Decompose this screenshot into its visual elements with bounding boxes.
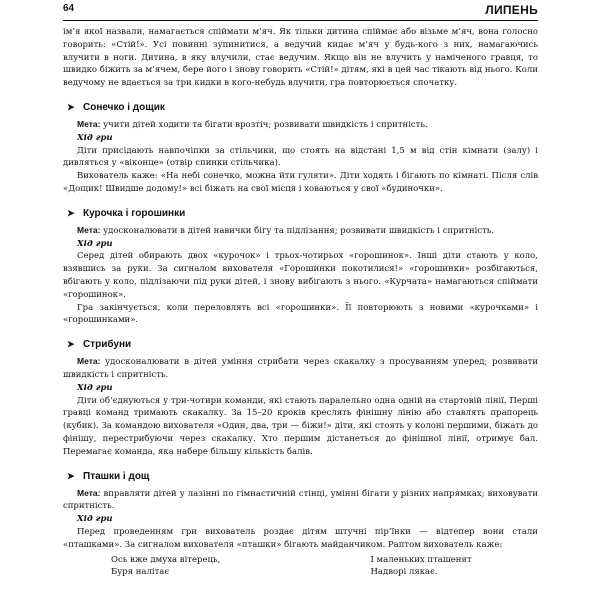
game-paragraph: Діти присідають навпочіпки за стільчики, що стоять на відстані 1,5 м від стін кімнати (залу) і дивляться у «віконце» (отвір спинки стільчика). — [63, 145, 538, 169]
poem — [63, 554, 538, 579]
game-paragraph: Вихователь каже: «На небі сонечко, можна йти гуляти». Діти ходять і бігають по кімнаті. Після слів «Дощик! Швидше додому!» всі біжать на свої місця і ховаються у свої «будиночки». — [63, 171, 538, 194]
poem-line: Буря налітає — [111, 567, 170, 577]
poem-line: Надворі лякає. — [370, 567, 438, 577]
game-paragraph: Перед проведенням гри вихователь роздає дітям штучні пір’їнки — відтепер вони стали «пташками». За сигналом вихователя «пташки» бігають майданчиком. Раптом вихователь каже: — [63, 526, 538, 550]
game-title-ptashky: ➤ Пташки і дощ — [67, 470, 150, 482]
page-header — [63, 3, 538, 19]
game-goal: Мета: учити дітей ходити та бігати врозтіч; розвивати швидкість і спритність. — [77, 118, 428, 130]
game-paragraph: Діти об’єднуються у три-чотири команди, які стають паралельно одна одній на стартовій лінії. Перші гравці команд тримають скакалку. За 15–20 кроків креслять фінішну лінію або ставлять прапорець (кубик). За командою вихователя «Один, два, три — біжи!» діти, які стоять у колоні першими, біжать до фінішу, перестрибуючи через скакалку. Хто першим дістанеться до фінішної лінії, отримує бал. Перемагає команда, яка набере більшу кількість балів. — [63, 395, 538, 457]
game-title-kurochka: ➤ Курочка і горошинки — [67, 207, 186, 219]
game-title-strybuny: ➤ Стрибуни — [67, 339, 132, 351]
arrow-bullet-icon: ➤ — [67, 207, 75, 218]
course-label: Хід гри — [77, 238, 113, 249]
game-goal: Мета: удосконалювати в дітей навички бігу та підлізання; розвивати швидкість і спритність. — [77, 224, 495, 236]
course-label: Хід гри — [77, 514, 113, 525]
poem-right-column — [301, 554, 539, 579]
game-goal: Мета: удосконалювати в дітей уміння стрибати через скакалку з просуванням уперед; розвивати швидкість і спритність. — [63, 356, 539, 380]
game-title-sonechko: ➤ Сонечко і дощик — [67, 101, 165, 113]
arrow-bullet-icon: ➤ — [67, 339, 75, 350]
arrow-bullet-icon: ➤ — [67, 101, 75, 112]
page-body — [63, 26, 538, 579]
poem-left-column — [63, 554, 301, 579]
page-number: 64 — [63, 3, 75, 14]
arrow-bullet-icon: ➤ — [67, 470, 75, 481]
intro-paragraph: ім’я якої назвали, намагається спіймати м’яч. Як тільки дитина спіймає або візьме м’яч, вона голосно говорить: «Стій!». Усі повинні зупинитися, а ведучий кидає м’яч у будь-кого з них, намагаючись влучити в ноги. Дитина, в яку влучили, стає ведучим. Якщо він не влучить у намічeного гравця, то швидко біжить за м’ячем, бере його і знову говорить «Стій!» дітям, які в цей час тікають від нього. Коли ведучому не вдається за три кидки в кого-небудь влучити, гра повторюється спочатку. — [63, 27, 538, 89]
course-label: Хід гри — [77, 382, 113, 393]
month-title: ЛИПЕНЬ — [485, 3, 538, 17]
game-goal: Мета: вправляти дітей у лазінні по гімнастичній стінці, умінні бігати у різних напрямках; виховувати спритність. — [63, 487, 538, 512]
poem-line: І маленьких пташенят — [370, 554, 472, 565]
game-paragraph: Гра закінчується, коли переловлять всі «горошинки». Її повторюють з новими «курочками» і «горошинками». — [63, 302, 538, 326]
course-label: Хід гри — [77, 132, 113, 143]
header-divider — [63, 20, 538, 21]
game-paragraph: Серед дітей обирають двох «курочок» і трьох-чотирьох «горошинок». Інші діти стають у коло, взявшись за руки. За сигналом вихователя «Горошинки покотилися!» «горошинки» розбігаються, вбігають у коло, підлізаючи під руки дітей, і знову вибігають з нього. «Курчата» намагаються спіймати «горошинок». — [63, 251, 538, 300]
poem-line: Ось вже дмуха вітерець, — [111, 554, 221, 565]
